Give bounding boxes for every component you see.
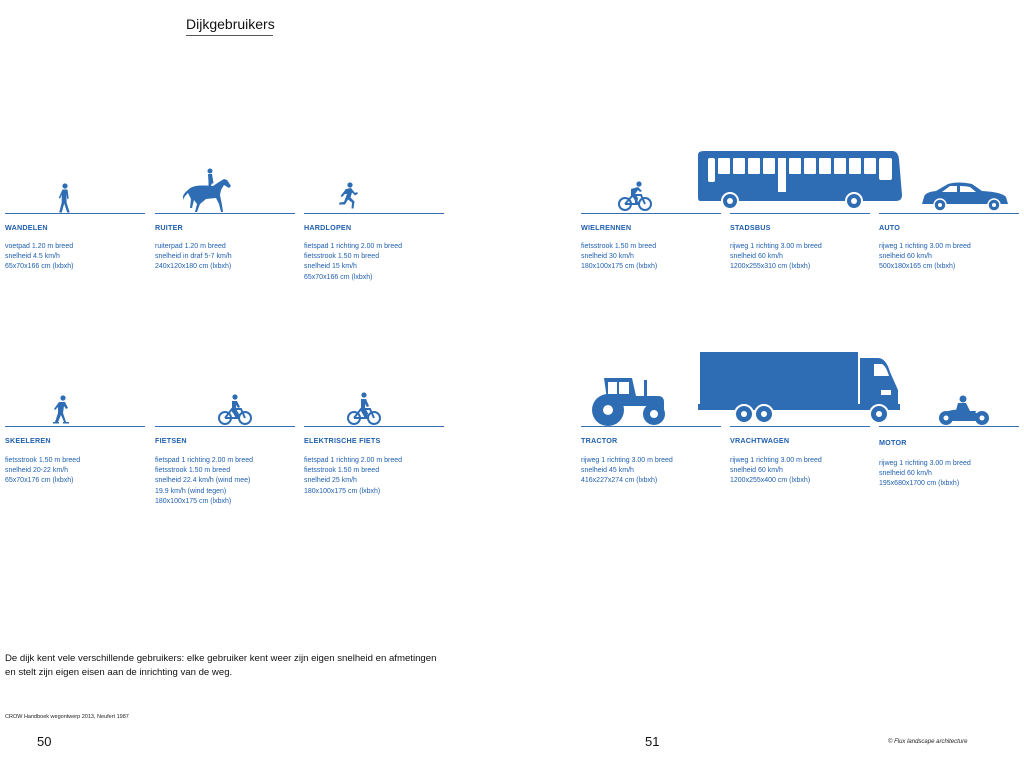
divider-skeeleren bbox=[5, 426, 145, 427]
label-vrachtwagen: VRACHTWAGEN bbox=[730, 436, 790, 445]
label-stadsbus: STADSBUS bbox=[730, 223, 771, 232]
intro-text: De dijk kent vele verschillende gebruikers: elke gebruiker kent weer zijn eigen snelheid en afmetingen en stelt zijn eigen eisen aan de inrichting van de weg. bbox=[5, 653, 437, 678]
divider-tractor bbox=[581, 426, 721, 427]
motorcycle-icon bbox=[938, 395, 990, 426]
copyright-note: © Flux landscape architecture bbox=[888, 739, 968, 745]
desc-skeeleren: fietsstrook 1.50 m breed snelheid 20-22 km/h 65x70x176 cm (lxbxh) bbox=[5, 457, 81, 485]
source-note: CROW Handboek wegontwerp 2013, Neufert 1987 bbox=[5, 714, 129, 720]
divider-ruiter bbox=[155, 213, 295, 214]
desc-ruiter: ruiterpad 1.20 m breed snelheid in draf 5-7 km/h 240x120x180 cm (lxbxh) bbox=[155, 243, 232, 271]
desc-wielrennen: fietsstrook 1.50 m breed snelheid 30 km/h 180x100x175 cm (lxbxh) bbox=[581, 243, 658, 271]
label-wielrennen: WIELRENNEN bbox=[581, 223, 632, 232]
divider-elektrische-fiets bbox=[304, 426, 444, 427]
desc-stadsbus: rijweg 1 richting 3.00 m breed snelheid 60 km/h 1200x255x310 cm (lxbxh) bbox=[730, 243, 822, 271]
label-hardlopen: HARDLOPEN bbox=[304, 223, 352, 232]
divider-auto bbox=[879, 213, 1019, 214]
label-ruiter: RUITER bbox=[155, 223, 183, 232]
divider-motor bbox=[879, 426, 1019, 427]
divider-stadsbus bbox=[730, 213, 870, 214]
label-motor: MOTOR bbox=[879, 438, 907, 447]
label-skeeleren: SKEELEREN bbox=[5, 436, 51, 445]
label-fietsen: FIETSEN bbox=[155, 436, 187, 445]
desc-vrachtwagen: rijweg 1 richting 3.00 m breed snelheid 60 km/h 1200x255x400 cm (lxbxh) bbox=[730, 457, 822, 485]
page-title: Dijkgebruikers bbox=[186, 16, 275, 32]
desc-fietsen: fietspad 1 richting 2.00 m breed fietsstrook 1.50 m breed snelheid 22.4 km/h (wind mee) 19.9 km/h (wind tegen) 180x100x175 cm (lxbxh) bbox=[155, 457, 254, 505]
cyclist-icon bbox=[218, 393, 252, 426]
divider-hardlopen bbox=[304, 213, 444, 214]
e-bike-icon bbox=[347, 391, 381, 426]
title-underline bbox=[186, 35, 273, 36]
car-icon bbox=[922, 181, 1010, 212]
desc-wandelen: voetpad 1.20 m breed snelheid 4.5 km/h 65x70x166 cm (lxbxh) bbox=[5, 243, 74, 271]
runner-icon bbox=[336, 182, 358, 210]
truck-icon bbox=[698, 350, 902, 425]
label-tractor: TRACTOR bbox=[581, 436, 618, 445]
desc-motor: rijweg 1 richting 3.00 m breed snelheid 60 km/h 195x680x1700 cm (lxbxh) bbox=[879, 460, 971, 488]
divider-wandelen bbox=[5, 213, 145, 214]
walker-icon bbox=[56, 183, 74, 213]
horse-rider-icon bbox=[183, 167, 233, 213]
desc-tractor: rijweg 1 richting 3.00 m breed snelheid 45 km/h 416x227x274 cm (lxbxh) bbox=[581, 457, 673, 485]
label-auto: AUTO bbox=[879, 223, 901, 232]
label-elektrische-fiets: ELEKTRISCHE FIETS bbox=[304, 436, 381, 445]
skater-icon bbox=[51, 395, 71, 425]
desc-elektrische-fiets: fietspad 1 richting 2.00 m breed fietsstrook 1.50 m breed snelheid 25 km/h 180x100x175 cm (lxbxh) bbox=[304, 457, 403, 495]
city-bus-icon bbox=[698, 149, 902, 212]
divider-wielrennen bbox=[581, 213, 721, 214]
desc-hardlopen: fietspad 1 richting 2.00 m breed fietsstrook 1.50 m breed snelheid 15 km/h 65x70x166 cm (lxbxh) bbox=[304, 243, 403, 281]
divider-vrachtwagen bbox=[730, 426, 870, 427]
divider-fietsen bbox=[155, 426, 295, 427]
label-wandelen: WANDELEN bbox=[5, 223, 48, 232]
tractor-icon bbox=[588, 376, 668, 426]
road-cyclist-icon bbox=[618, 180, 652, 212]
page-number-right: 51 bbox=[645, 734, 660, 749]
page-number-left: 50 bbox=[37, 734, 52, 749]
desc-auto: rijweg 1 richting 3.00 m breed snelheid 60 km/h 500x180x165 cm (lxbxh) bbox=[879, 243, 971, 271]
